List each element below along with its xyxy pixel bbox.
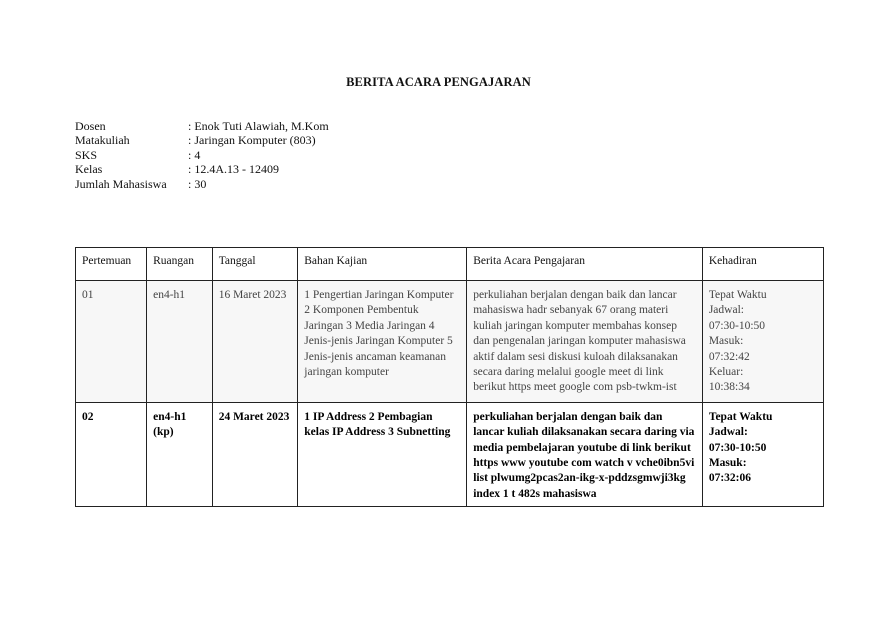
cell-ruangan: en4-h1	[147, 281, 213, 403]
table-row	[76, 402, 824, 506]
info-value: : Enok Tuti Alawiah, M.Kom	[188, 119, 329, 133]
course-info	[75, 119, 329, 191]
info-row-matakuliah	[75, 133, 329, 147]
kehadiran-masuk-label: Masuk:	[708, 457, 747, 470]
cell-bahan-kajian: 1 Pengertian Jaringan Komputer 2 Komponen Pembentuk Jaringan 3 Media Jaringan 4 Jenis-jenis Jaringan Komputer 5 Jenis-jenis ancaman keamanan jaringan komputer	[298, 281, 467, 403]
header-berita-acara: Berita Acara Pengajaran	[467, 248, 703, 281]
info-value: : 12.4A.13 - 12409	[188, 162, 279, 177]
cell-tanggal: 24 Maret 2023	[212, 402, 298, 506]
info-value: : 30	[188, 176, 207, 191]
kehadiran-masuk-value: 07:32:06	[708, 472, 751, 485]
kehadiran-status: Tepat Waktu	[708, 289, 767, 301]
cell-tanggal: 16 Maret 2023	[212, 281, 298, 403]
kehadiran-keluar-value: 10:38:34	[708, 381, 750, 394]
cell-berita-acara: perkuliahan berjalan dengan baik dan lancar kuliah dilaksanakan secara daring via media pembelajaran youtube di link berikut https www youtube com watch v vche0ibn5vi list plwumg2pcas2an-ikg-x-pddzsgmwji3kg index 1 t 482s mahasiswa	[467, 402, 703, 506]
kehadiran-jadwal-label: Jadwal:	[708, 426, 748, 439]
info-row-sks	[75, 148, 329, 162]
cell-pertemuan: 02	[76, 402, 147, 506]
info-label: Matakuliah	[75, 133, 130, 148]
kehadiran-jadwal-label: Jadwal:	[708, 304, 744, 317]
kehadiran-keluar-label: Keluar:	[708, 366, 744, 379]
info-label: Dosen	[75, 119, 106, 133]
cell-pertemuan: 01	[76, 281, 147, 403]
kehadiran-jadwal-value: 07:30-10:50	[708, 441, 767, 454]
info-label: Jumlah Mahasiswa	[75, 176, 167, 191]
header-bahan-kajian: Bahan Kajian	[298, 248, 467, 281]
header-tanggal: Tanggal	[212, 248, 298, 281]
cell-bahan-kajian: 1 IP Address 2 Pembagian kelas IP Address 3 Subnetting	[298, 402, 467, 506]
cell-kehadiran	[702, 281, 823, 403]
info-value: : 4	[188, 147, 201, 162]
cell-berita-acara: perkuliahan berjalan dengan baik dan lancar mahasiswa hadr sebanyak 67 orang materi kuliah jaringan komputer membahas konsep dan pengenalan jaringan komputer mahasiswa aktif dalam sesi diskusi kuloah dilaksanakan secara daring melalui google meet di link berikut https meet google com psb-twkm-ist	[467, 281, 703, 403]
info-label: Kelas	[75, 162, 103, 177]
kehadiran-jadwal-value: 07:30-10:50	[708, 319, 766, 332]
header-pertemuan: Pertemuan	[76, 248, 147, 281]
header-ruangan: Ruangan	[147, 248, 213, 281]
header-kehadiran: Kehadiran	[702, 248, 823, 281]
kehadiran-masuk-value: 07:32:42	[708, 350, 750, 363]
cell-kehadiran	[702, 402, 823, 506]
table-row	[76, 281, 824, 403]
document-title: BERITA ACARA PENGAJARAN	[346, 75, 531, 89]
info-row-jumlah-mahasiswa	[75, 177, 329, 191]
info-value: : Jaringan Komputer (803)	[188, 133, 316, 148]
kehadiran-status: Tepat Waktu	[708, 410, 773, 423]
table-header-row	[76, 248, 824, 281]
info-row-kelas	[75, 162, 329, 176]
info-row-dosen	[75, 119, 329, 133]
kehadiran-masuk-label: Masuk:	[708, 335, 744, 348]
info-label: SKS	[75, 147, 98, 162]
teaching-record-table	[75, 247, 824, 507]
cell-ruangan: en4-h1 (kp)	[147, 402, 213, 506]
